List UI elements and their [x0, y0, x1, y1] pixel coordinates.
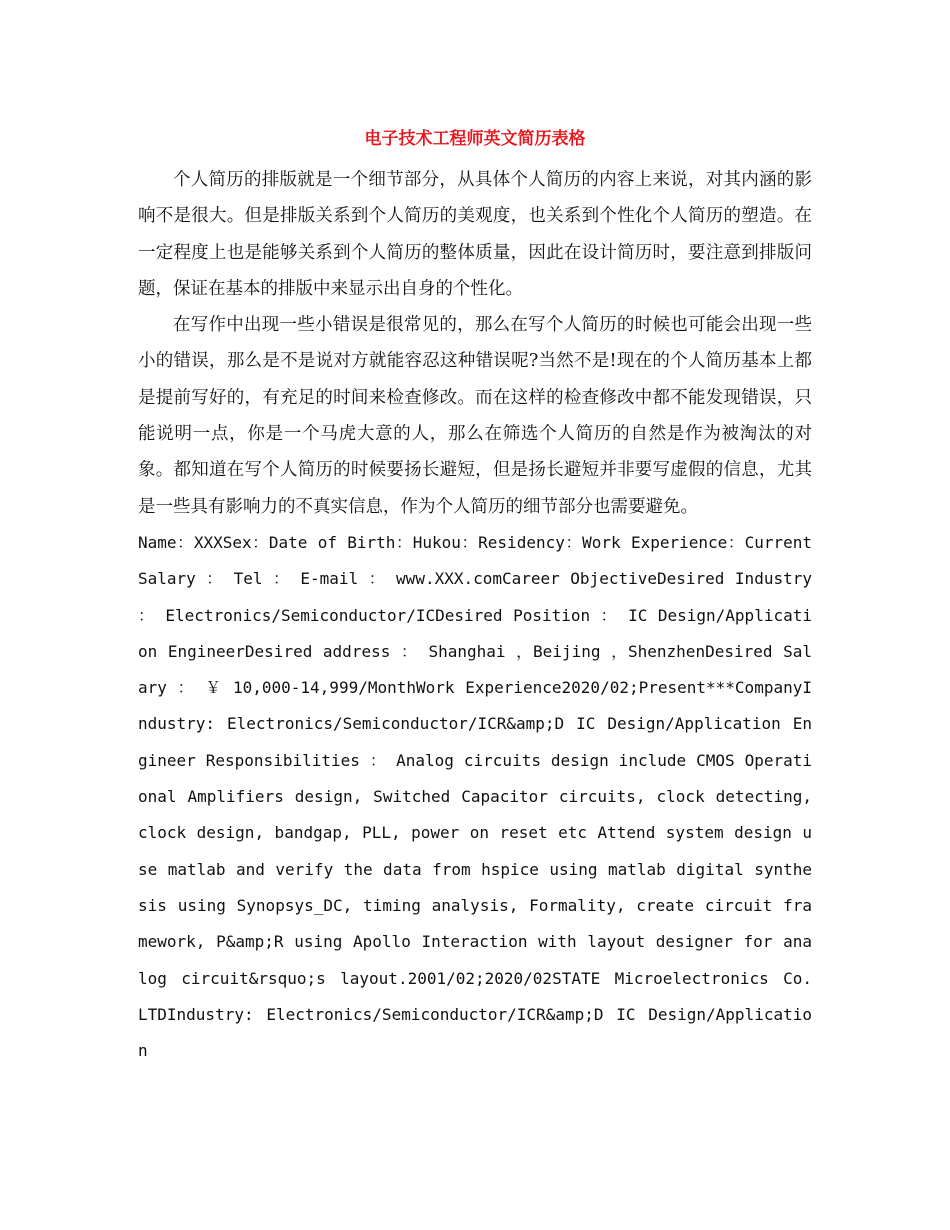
resume-text: Name：XXXSex：Date of Birth：Hukou：Residency：Work Experience：Current Salary ： Tel ： E-mail ： www.XXX.comCareer ObjectiveDesired Industry ： Electronics/Semiconductor/ICDesired Position ： IC Design/Application EngineerDesired address ： Shanghai ，Beijing ，ShenzhenDesired Salary ： ￥ 10,000-14,999/MonthWork Experience2020/02;Present***CompanyIndustry: Electronics/Semiconductor/ICR&amp;D IC Design/Application Engineer Responsibilities ： Analog circuits design include CMOS Operational Amplifiers design, Switched Capacitor circuits, clock detecting, clock design, bandgap, PLL, power on reset etc Attend system design use matlab and verify the data from hspice using matlab digital synthesis using Synopsys_DC, timing analysis, Formality, create circuit framework, P&amp;R using Apollo Interaction with layout designer for analog circuit&rsquo;s layout.2001/02;2020/02STATE Microelectronics Co. LTDIndustry: Electronics/Semiconductor/ICR&amp;D IC Design/Application [138, 532, 812, 1061]
paragraph-error-advice: 在写作中出现一些小错误是很常见的，那么在写个人简历的时候也可能会出现一些小的错误，那么是不是说对方就能容忍这种错误呢?当然不是!现在的个人简历基本上都是提前写好的，有充足的时间来检查修改。而在这样的检查修改中都不能发现错误，只能说明一点，你是一个马虎大意的人，那么在筛选个人简历的自然是作为被淘汰的对象。都知道在写个人简历的时候要扬长避短，但是扬长避短并非要写虚假的信息，尤其是一些具有影响力的不真实信息，作为个人简历的细节部分也需要避免。 [138, 315, 812, 517]
paragraph-layout-advice: 个人简历的排版就是一个细节部分，从具体个人简历的内容上来说，对其内涵的影响不是很大。但是排版关系到个人简历的美观度，也关系到个性化个人简历的塑造。在一定程度上也是能够关系到个人简历的整体质量，因此在设计简历时，要注意到排版问题，保证在基本的排版中来显示出自身的个性化。 [138, 170, 812, 299]
document-title: 电子技术工程师英文简历表格 [364, 129, 586, 149]
document-body [138, 162, 812, 1061]
